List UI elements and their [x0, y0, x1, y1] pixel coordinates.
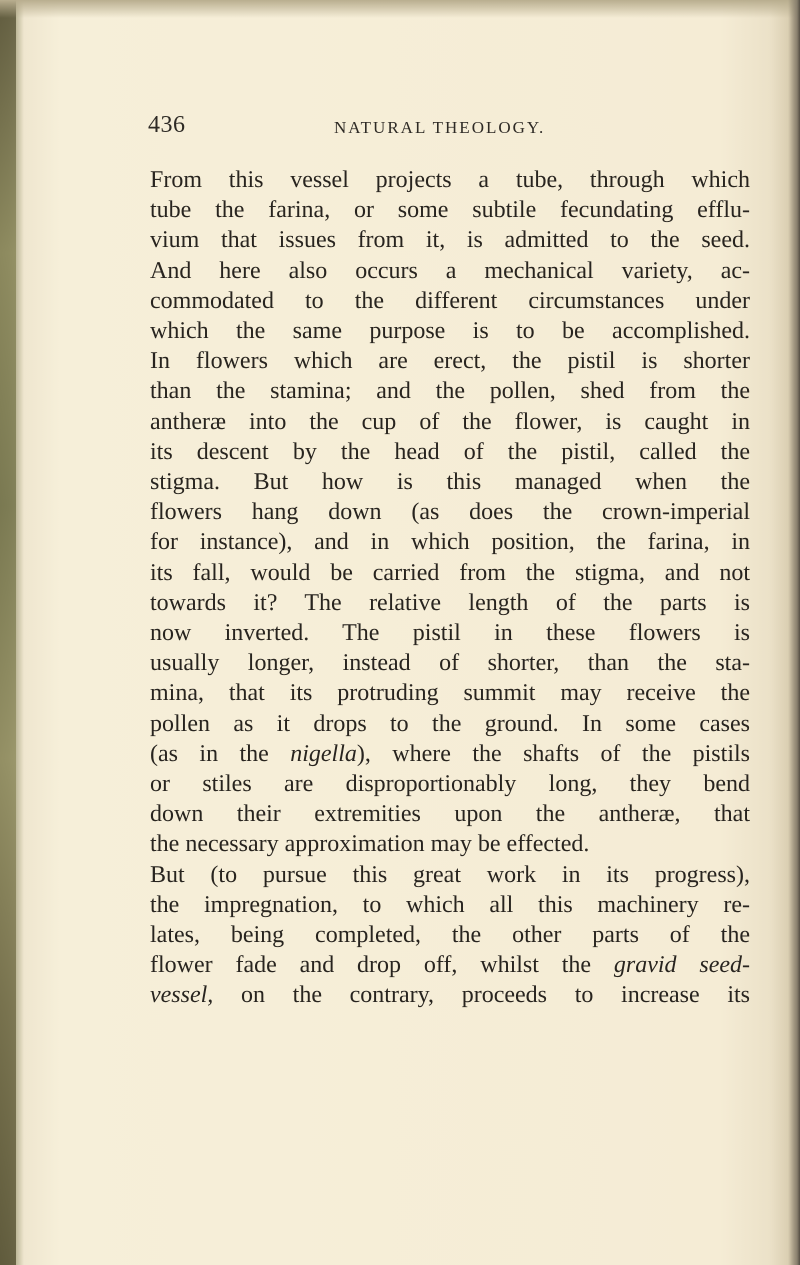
text-line-28	[150, 980, 750, 1010]
text-line-27-emphasis: gravid seed-	[613, 952, 751, 979]
text-line-21: or stiles are disproportionably long, they bend	[150, 771, 750, 798]
text-line-3: vium that issues from it, is admitted to the seed.	[150, 227, 750, 254]
text-line-20-after: ), where the shafts of the pistils	[356, 740, 750, 767]
running-head: NATURAL THEOLOGY.	[334, 118, 546, 137]
body-text	[150, 165, 750, 1011]
text-line-4: And here also occurs a mechanical variety, ac-	[150, 257, 750, 284]
text-line-15: towards it? The relative length of the parts is	[150, 589, 750, 616]
text-line-28-after: on the contrary, proceeds to increase its	[213, 982, 750, 1009]
text-line-5: commodated to the different circumstances under	[150, 287, 750, 314]
text-line-9: antheræ into the cup of the flower, is caught in	[150, 408, 750, 435]
text-line-8: than the stamina; and the pollen, shed from the	[150, 378, 750, 405]
text-line-17: usually longer, instead of shorter, than the sta-	[150, 650, 750, 677]
page-header	[0, 112, 800, 152]
text-line-23: the necessary approximation may be effected.	[150, 831, 590, 858]
page-top-edge	[0, 0, 800, 18]
text-line-2: tube the farina, or some subtile fecundating efflu-	[150, 197, 750, 224]
text-line-24: But (to pursue this great work in its progress),	[150, 861, 750, 888]
text-line-13: for instance), and in which position, the farina, in	[150, 529, 750, 556]
text-line-12: flowers hang down (as does the crown-imperial	[150, 499, 750, 526]
text-line-28-emphasis: vessel,	[150, 982, 214, 1009]
text-line-16: now inverted. The pistil in these flowers is	[150, 620, 750, 647]
text-line-26: lates, being completed, the other parts of the	[150, 922, 750, 949]
text-line-22: down their extremities upon the antheræ, that	[150, 801, 750, 828]
text-line-20-emphasis: nigella	[290, 740, 357, 767]
text-line-18: mina, that its protruding summit may receive the	[150, 680, 750, 707]
text-line-25: the impregnation, to which all this machinery re-	[150, 891, 750, 918]
text-line-1: From this vessel projects a tube, through which	[150, 167, 750, 193]
page-number: 436	[148, 112, 186, 138]
text-line-11: stigma. But how is this managed when the	[150, 469, 750, 496]
text-line-10: its descent by the head of the pistil, called the	[150, 438, 750, 465]
text-line-6: which the same purpose is to be accomplished.	[150, 318, 750, 345]
text-line-7: In flowers which are erect, the pistil is shorter	[150, 348, 750, 375]
text-line-20	[150, 739, 750, 769]
text-line-19: pollen as it drops to the ground. In some cases	[150, 710, 750, 737]
text-line-20-before: (as in the	[150, 740, 291, 767]
text-line-27-before: flower fade and drop off, whilst the	[150, 952, 614, 979]
text-line-14: its fall, would be carried from the stigma, and not	[150, 559, 750, 586]
book-binding	[0, 0, 16, 1265]
text-line-27	[150, 950, 750, 980]
page-right-edge	[788, 0, 800, 1265]
